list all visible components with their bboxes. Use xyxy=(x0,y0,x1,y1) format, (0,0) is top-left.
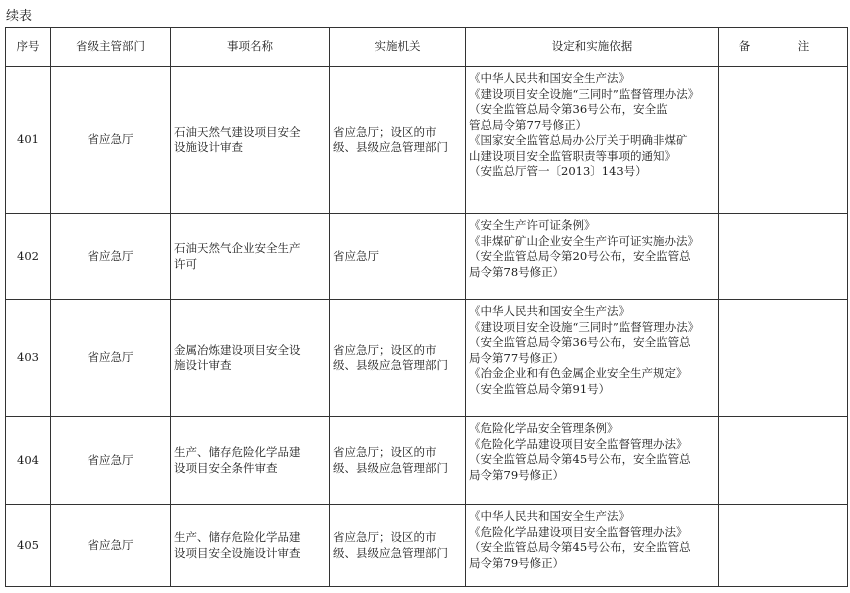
basis-line: 《中华人民共和国安全生产法》 xyxy=(469,509,630,523)
table-caption: 续表 xyxy=(6,9,33,24)
table-row xyxy=(6,300,848,417)
name-line: 石油天然气企业安全生产 xyxy=(174,241,301,255)
name-line: 金属冶炼建设项目安全设 xyxy=(174,342,301,357)
row-name xyxy=(171,417,330,505)
permit-table xyxy=(5,27,848,587)
header-agency: 实施机关 xyxy=(330,28,466,67)
basis-line: 《危险化学品建设项目安全监督管理办法》 xyxy=(469,524,688,539)
name-line: 设项目安全条件审查 xyxy=(174,460,278,475)
row-no: 401 xyxy=(6,67,51,214)
basis-line: 局令第79号修正） xyxy=(469,467,565,482)
basis-line: （安全监管总局令第45号公布，安全监管总 xyxy=(469,452,691,466)
row-name xyxy=(171,505,330,587)
basis-line: 《中华人民共和国安全生产法》 xyxy=(469,71,630,85)
table-row xyxy=(6,505,848,587)
header-row xyxy=(6,28,848,67)
basis-line: （安监总厅管一〔2013〕143号） xyxy=(469,164,647,178)
header-dept: 省级主管部门 xyxy=(51,28,171,67)
basis-line: 《建设项目安全设施“三同时”监督管理办法》 xyxy=(469,319,700,334)
row-agency xyxy=(330,300,466,417)
basis-line: 局令第79号修正） xyxy=(469,555,565,570)
row-dept: 省应急厅 xyxy=(51,67,171,214)
row-remark xyxy=(719,300,848,417)
row-basis xyxy=(466,300,719,417)
row-no: 403 xyxy=(6,300,51,417)
agency-line: 省应急厅；设区的市 xyxy=(333,124,437,139)
basis-line: （安全监管总局令第45号公布，安全监管总 xyxy=(469,540,691,554)
row-agency xyxy=(330,417,466,505)
table-row xyxy=(6,417,848,505)
basis-line: 《危险化学品安全管理条例》 xyxy=(469,421,619,435)
header-remark: 备 注 xyxy=(719,28,848,67)
row-dept: 省应急厅 xyxy=(51,214,171,300)
name-line: 施设计审查 xyxy=(174,358,232,372)
row-remark xyxy=(719,214,848,300)
name-line: 生产、储存危险化学品建 xyxy=(174,445,301,459)
row-agency xyxy=(330,214,466,300)
basis-line: （安全监管总局令第20号公布，安全监管总 xyxy=(469,249,691,263)
basis-line: （安全监管总局令第91号） xyxy=(469,381,611,396)
row-no: 404 xyxy=(6,417,51,505)
row-dept: 省应急厅 xyxy=(51,417,171,505)
header-basis: 设定和实施依据 xyxy=(466,28,719,67)
row-name xyxy=(171,214,330,300)
agency-line: 省应急厅；设区的市 xyxy=(333,530,437,544)
row-basis xyxy=(466,67,719,214)
row-no: 402 xyxy=(6,214,51,300)
name-line: 设施设计审查 xyxy=(174,140,243,154)
table-row xyxy=(6,67,848,214)
agency-line: 级、县级应急管理部门 xyxy=(333,140,448,154)
name-line: 生产、储存危险化学品建 xyxy=(174,530,301,544)
row-name xyxy=(171,300,330,417)
basis-line: 《建设项目安全设施“三同时”监督管理办法》 xyxy=(469,86,700,101)
header-no: 序号 xyxy=(6,28,51,67)
row-remark xyxy=(719,67,848,214)
agency-line: 级、县级应急管理部门 xyxy=(333,545,448,560)
basis-line: （安全监管总局令第36号公布，安全监管总 xyxy=(469,335,691,349)
basis-line: 《冶金企业和有色金属企业安全生产规定》 xyxy=(469,366,688,380)
basis-line: 《非煤矿矿山企业安全生产许可证实施办法》 xyxy=(469,233,699,248)
row-agency xyxy=(330,505,466,587)
row-remark xyxy=(719,505,848,587)
row-no: 405 xyxy=(6,505,51,587)
table-row xyxy=(6,214,848,300)
agency-line: 省应急厅；设区的市 xyxy=(333,445,437,459)
row-remark xyxy=(719,417,848,505)
basis-line: （安全监管总局令第36号公布，安全监 xyxy=(469,102,668,116)
basis-line: 局令第78号修正） xyxy=(469,264,565,279)
row-name xyxy=(171,67,330,214)
row-agency xyxy=(330,67,466,214)
basis-line: 管总局令第77号修正） xyxy=(469,117,588,132)
row-basis xyxy=(466,505,719,587)
basis-line: 《安全生产许可证条例》 xyxy=(469,218,596,232)
name-line: 许可 xyxy=(174,256,197,271)
row-dept: 省应急厅 xyxy=(51,505,171,587)
row-basis xyxy=(466,214,719,300)
basis-line: 局令第77号修正） xyxy=(469,350,565,365)
row-basis xyxy=(466,417,719,505)
basis-line: 《中华人民共和国安全生产法》 xyxy=(469,304,630,318)
header-name: 事项名称 xyxy=(171,28,330,67)
agency-line: 省应急厅 xyxy=(333,248,379,263)
agency-line: 级、县级应急管理部门 xyxy=(333,460,448,475)
row-dept: 省应急厅 xyxy=(51,300,171,417)
basis-line: 《国家安全监管总局办公厅关于明确非煤矿 xyxy=(469,133,688,147)
basis-line: 山建设项目安全监管职责等事项的通知》 xyxy=(469,148,676,163)
agency-line: 级、县级应急管理部门 xyxy=(333,358,448,372)
name-line: 设项目安全设施设计审查 xyxy=(174,545,301,560)
name-line: 石油天然气建设项目安全 xyxy=(174,124,301,139)
basis-line: 《危险化学品建设项目安全监督管理办法》 xyxy=(469,436,688,451)
agency-line: 省应急厅；设区的市 xyxy=(333,342,437,357)
